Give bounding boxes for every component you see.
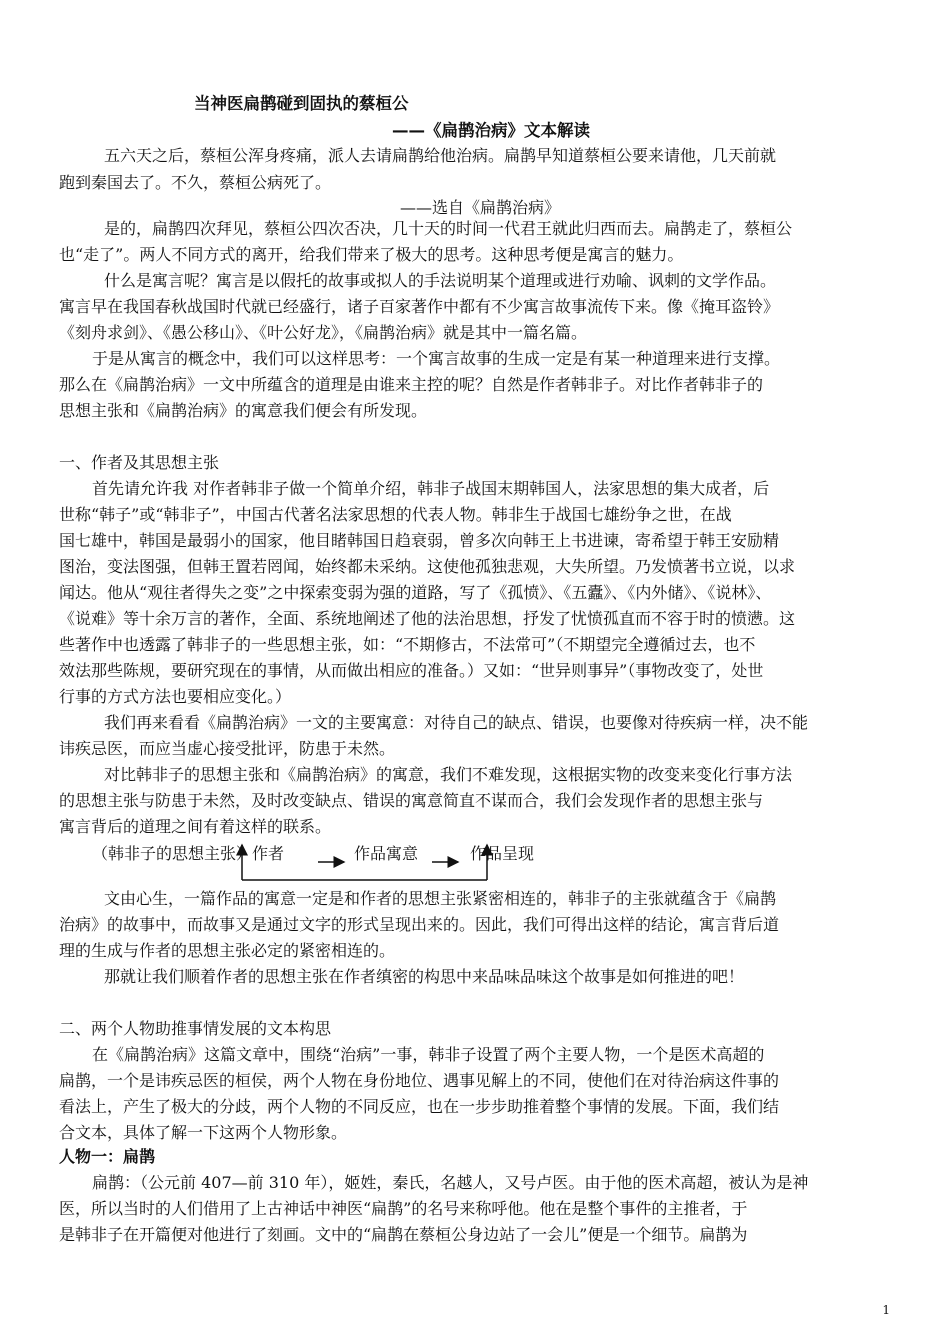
intro-line: 思想主张和《扁鹊治病》的寓意我们便会有所发现。 (59, 401, 428, 420)
paragraph-line: 在《扁鹊治病》这篇文章中，围绕“治病”一事，韩非子设置了两个主要人物，一个是医术高超的 (92, 1045, 765, 1064)
quote-line: 五六天之后，蔡桓公浑身疼痛，派人去请扁鹊给他治病。扁鹊早知道蔡桓公要来请他，几天前就 (104, 146, 777, 165)
paragraph-line: 世称“韩子”或“韩非子”，中国古代著名法家思想的代表人物。韩非生于战国七雄纷争之世，在战 (59, 505, 732, 524)
paragraph-line: 合文本，具体了解一下这两个人物形象。 (59, 1123, 348, 1142)
paragraph-line: 国七雄中，韩国是最弱小的国家，他目睹韩国日趋衰弱，曾多次向韩王上书进谏，寄希望于韩王安励精 (59, 531, 780, 550)
paragraph-line: 我们再来看看《扁鹊治病》一文的主要寓意：对待自己的缺点、错误，也要像对待疾病一样，决不能 (104, 713, 809, 732)
diagram-label-presentation: 作品呈现 (470, 844, 535, 863)
paragraph-line: 讳疾忌医，而应当虚心接受批评，防患于未然。 (59, 739, 396, 758)
person-heading: 人物一：扁鹊 (59, 1147, 156, 1166)
paragraph-line: 扁鹊：（公元前 407—前 310 年），姬姓，秦氏，名越人，又号卢医。由于他的医术高超，被认为是神 (92, 1173, 809, 1192)
paragraph-line: 寓言背后的道理之间有着这样的联系。 (59, 817, 332, 836)
paragraph-line: 图治，变法图强，但韩王置若罔闻，始终都未采纳。这使他孤独悲观，大失所望。乃发愤著书立说，以求 (59, 557, 796, 576)
intro-line: 寓言早在我国春秋战国时代就已经盛行，诸子百家著作中都有不少寓言故事流传下来。像《掩耳盗铃》 (59, 297, 780, 316)
paragraph-line: 是韩非子在开篇便对他进行了刻画。文中的“扁鹊在蔡桓公身边站了一会儿”便是一个细节。扁鹊为 (59, 1225, 748, 1244)
intro-line: 于是从寓言的概念中，我们可以这样思考：一个寓言故事的生成一定是有某一种道理来进行支撑。 (92, 349, 781, 368)
diagram-label-author: （韩非子的思想主张）作者 (92, 844, 285, 863)
paragraph-line: 文由心生，一篇作品的寓意一定是和作者的思想主张紧密相连的，韩非子的主张就蕴含于《扁鹊 (104, 889, 777, 908)
intro-line: 《刻舟求剑》、《愚公移山》、《叶公好龙》，《扁鹊治病》就是其中一篇名篇。 (59, 323, 588, 342)
paragraph-line: 理的生成与作者的思想主张必定的紧密相连的。 (59, 941, 396, 960)
quote-line: 跑到秦国去了。不久，蔡桓公病死了。 (59, 173, 332, 192)
page-number: 1 (882, 1303, 890, 1317)
quote-source: ——选自《扁鹊治病》 (400, 198, 561, 217)
paragraph-line: 看法上，产生了极大的分歧，两个人物的不同反应，也在一步步助推着整个事情的发展。下面，我们结 (59, 1097, 780, 1116)
intro-line: 也“走了”。两人不同方式的离开，给我们带来了极大的思考。这种思考便是寓言的魅力。 (59, 245, 684, 264)
paragraph-line: 的思想主张与防患于未然，及时改变缺点、错误的寓意简直不谋而合，我们会发现作者的思想主张与 (59, 791, 764, 810)
paragraph-line: 效法那些陈规，要研究现在的事情，从而做出相应的准备。）又如：“世异则事异”（事物改变了，处世 (59, 661, 764, 680)
intro-line: 那么在《扁鹊治病》一文中所蕴含的道理是由谁来主控的呢？自然是作者韩非子。对比作者韩非子的 (59, 375, 764, 394)
paragraph-line: 治病》的故事中，而故事又是通过文字的形式呈现出来的。因此，我们可得出这样的结论，寓言背后道 (59, 915, 780, 934)
diagram-label-meaning: 作品寓意 (354, 844, 419, 863)
paragraph-line: 那就让我们顺着作者的思想主张在作者缜密的构思中来品味品味这个故事是如何推进的吧！ (104, 967, 745, 986)
paragraph-line: 首先请允许我 对作者韩非子做一个简单介绍，韩非子战国末期韩国人，法家思想的集大成者，后 (92, 479, 770, 498)
paragraph-line: 行事的方式方法也要相应变化。） (59, 687, 292, 706)
section-heading: 一、作者及其思想主张 (59, 453, 220, 472)
paragraph-line: 医，所以当时的人们借用了上古神话中神医“扁鹊”的名号来称呼他。他在是整个事件的主推者，于 (59, 1199, 748, 1218)
paragraph-line: 《说难》等十余万言的著作，全面、系统地阐述了他的法治思想，抒发了忧愤孤直而不容于时的愤懑。这 (59, 609, 796, 628)
paragraph-line: 对比韩非子的思想主张和《扁鹊治病》的寓意，我们不难发现，这根据实物的改变来变化行事方法 (104, 765, 793, 784)
paragraph-line: 闻达。他从“观往者得失之变”之中探索变弱为强的道路，写了《孤愤》、《五蠹》、《内外储》、《说林》、 (59, 583, 772, 602)
section-heading: 二、两个人物助推事情发展的文本构思 (59, 1019, 332, 1038)
intro-line: 是的，扁鹊四次拜见，蔡桓公四次否决，几十天的时间一代君王就此归西而去。扁鹊走了，蔡桓公 (104, 219, 793, 238)
paragraph-line: 扁鹊，一个是讳疾忌医的桓侯，两个人物在身份地位、遇事见解上的不同，使他们在对待治病这件事的 (59, 1071, 780, 1090)
paragraph-line: 些著作中也透露了韩非子的一些思想主张，如：“不期修古，不法常可”（不期望完全遵循过去，也不 (59, 635, 756, 654)
document-subtitle: ——《扁鹊治病》文本解读 (392, 121, 590, 140)
intro-line: 什么是寓言呢？寓言是以假托的故事或拟人的手法说明某个道理或进行劝喻、讽刺的文学作品。 (104, 271, 777, 290)
document-title: 当神医扁鹊碰到固执的蔡桓公 (194, 94, 409, 113)
